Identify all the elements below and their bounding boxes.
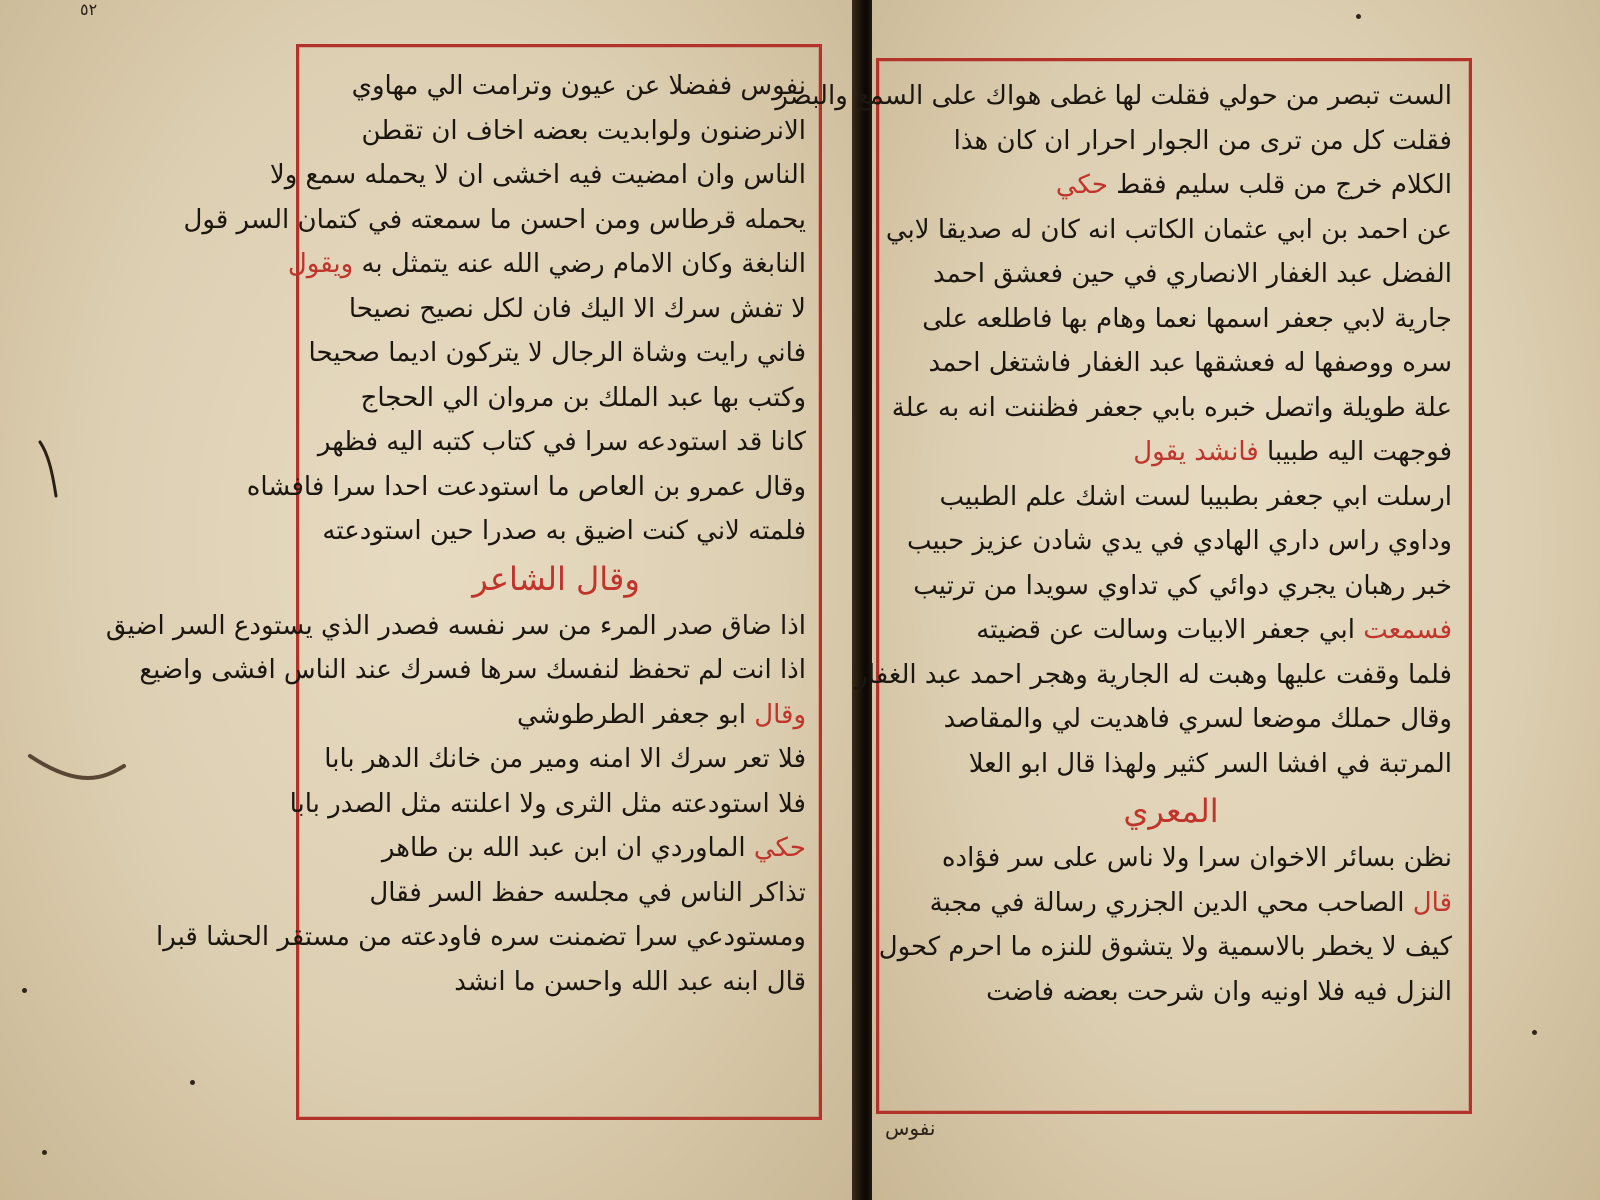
rubric-heading: ويقول [287, 249, 354, 279]
verse-line: فلا استودعته مثل الثرى ولا اعلنته مثل الصدر بابا [289, 788, 806, 819]
text-line [306, 693, 806, 738]
text-line: فلمته لاني كنت اضيق به صدرا حين استودعته [322, 516, 806, 546]
text-line [287, 242, 806, 287]
text-line: وقال عمرو بن العاص ما استودعت احدا سرا فافشاه [246, 471, 806, 502]
text-line [890, 608, 1452, 653]
text-line: كانا قد استودعه سرا في كتاب كتبه اليه فظهر [317, 427, 806, 457]
left-text-block [105, 64, 806, 1004]
ink-dot [1356, 14, 1361, 19]
text-fragment: النابغة وكان الامام رضي الله عنه يتمثل به [361, 249, 806, 279]
right-text-block [775, 74, 1452, 1014]
catchword: نفوس [885, 1116, 936, 1140]
text-fragment: الصاحب محي الدين الجزري رسالة في مجبة [929, 887, 1405, 918]
text-fragment: الكلام خرج من قلب سليم فقط [1116, 170, 1452, 200]
ink-dot [42, 1150, 47, 1155]
text-line: النزل فيه فلا اونيه وان شرحت بعضه فاضت [986, 976, 1452, 1007]
heading-line [890, 786, 1452, 836]
text-line: وكتب بها عبد الملك بن مروان الي الحجاج [360, 382, 806, 413]
rubric-heading: المعري [1123, 792, 1219, 830]
text-line [890, 430, 1452, 475]
text-fragment: ابو جعفر الطرطوشي [517, 699, 746, 730]
text-line: فقلت كل من ترى من الجوار احرار ان كان هذا [953, 125, 1452, 156]
verse-line: فلا تعر سرك الا امنه ومير من خانك الدهر بابا [324, 744, 806, 774]
text-line: نفوس ففضلا عن عيون وترامت الي مهاوي [351, 71, 806, 101]
text-line [890, 163, 1452, 208]
text-line: سره ووصفها له فعشقها عبد الغفار فاشتغل احمد [928, 348, 1452, 378]
text-line: وقال حملك موضعا لسري فاهديت لي والمقاصد [943, 704, 1452, 734]
text-line: الست تبصر من حولي فقلت لها غطى هواك على السمع والبصر [775, 81, 1452, 111]
text-line: كيف لا يخطر بالاسمية ولا يتشوق للنزه ما احرم كحول [878, 932, 1452, 962]
verse-line: اذا ضاق صدر المرء من سر نفسه فصدر الذي يستودع السر اضيق [105, 610, 806, 641]
text-fragment: الماوردي ان ابن عبد الله بن طاهر [381, 833, 746, 863]
rubric-heading: قال [1412, 887, 1452, 918]
verse-line: نظن بسائر الاخوان سرا ولا ناس على سر فؤاده [941, 843, 1452, 873]
rubric-heading: فسمعت [1363, 615, 1452, 645]
rubric-heading: وقال [754, 699, 806, 730]
text-line: فلما وقفت عليها وهبت له الجارية وهجر احمد عبد الغفار [855, 659, 1452, 690]
text-line: تذاكر الناس في مجلسه حفظ السر فقال [369, 877, 806, 908]
text-line: الانرضنون ولوابديت بعضه اخاف ان تقطن [361, 115, 806, 146]
text-line: الفضل عبد الغفار الانصاري في حين فعشق احمد [932, 259, 1452, 289]
rubric-heading: حكي [753, 833, 806, 863]
rubric-heading: حكي [1055, 170, 1108, 200]
rubric-heading: فانشد يقول [1133, 437, 1259, 467]
verse-line: اذا انت لم تحفظ لنفسك سرها فسرك عند الناس افشى واضيع [139, 655, 806, 685]
text-line [890, 881, 1452, 926]
text-fragment: فوجهت اليه طبيبا [1266, 437, 1452, 467]
ink-dot [190, 1080, 195, 1085]
text-line [306, 826, 806, 871]
verse-line: ارسلت ابي جعفر بطبيبا لست اشك علم الطبيب [939, 481, 1452, 512]
ink-dot [22, 988, 27, 993]
text-line: يحمله قرطاس ومن احسن ما سمعته في كتمان السر قول [183, 204, 806, 235]
verse-line: لا تفش سرك الا اليك فان لكل نصيح نصيحا [348, 293, 806, 324]
rubric-heading: وقال الشاعر [472, 559, 640, 598]
verse-line: خبر رهبان يجري دوائي كي تداوي سويدا من ترتيب [913, 570, 1452, 601]
heading-line [306, 554, 806, 604]
ink-dot [1532, 1030, 1537, 1035]
text-line: الناس وان امضيت فيه اخشى ان لا يحمله سمع ولا [269, 160, 806, 190]
page-number: ٥٢ [80, 0, 98, 19]
text-line: عن احمد بن ابي عثمان الكاتب انه كان له صديقا لابي [885, 214, 1452, 245]
text-line: المرتبة في افشا السر كثير ولهذا قال ابو العلا [968, 748, 1452, 779]
text-line: قال ابنه عبد الله واحسن ما انشد [454, 966, 806, 997]
margin-stain-mark [30, 440, 70, 500]
text-line: جارية لابي جعفر اسمها نعما وهام بها فاطلعه على [922, 303, 1452, 334]
text-line: ومستودعي سرا تضمنت سره فاودعته من مستقر الحشا قبرا [156, 922, 806, 952]
text-fragment: ابي جعفر الابيات وسالت عن قضيته [976, 615, 1355, 645]
verse-line: فاني رايت وشاة الرجال لا يتركون اديما صحيحا [308, 338, 806, 368]
verse-line: وداوي راس داري الهادي في يدي شادن عزيز حبيب [906, 526, 1452, 556]
text-line: علة طويلة واتصل خبره بابي جعفر فظننت انه به علة [891, 392, 1452, 423]
margin-stain-curl [28, 748, 128, 788]
